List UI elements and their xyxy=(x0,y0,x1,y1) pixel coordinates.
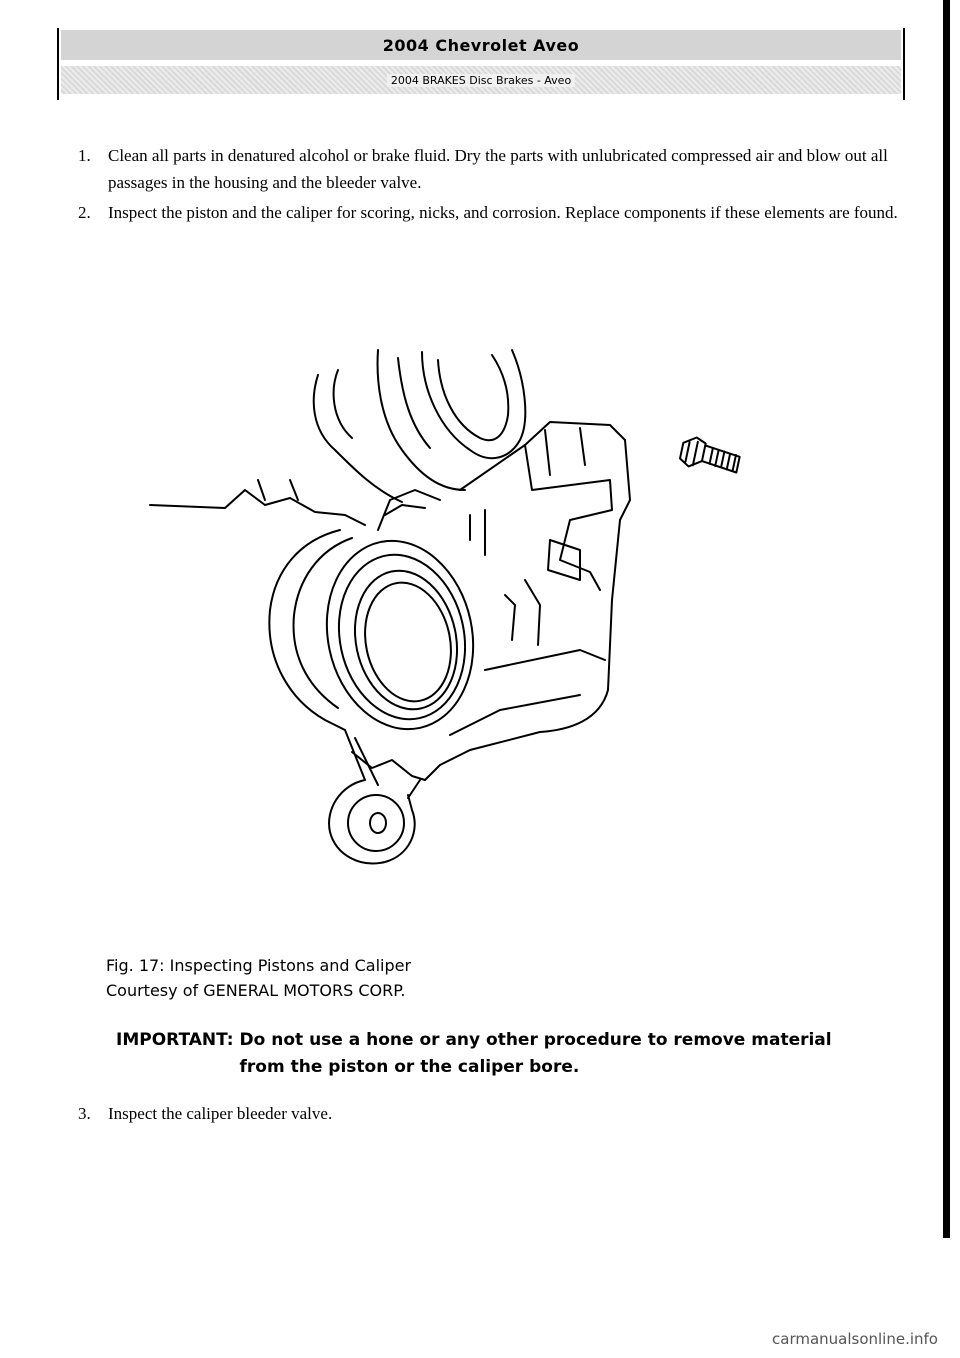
important-label: IMPORTANT: xyxy=(116,1030,240,1050)
document-header xyxy=(61,30,901,94)
step-number: 1. xyxy=(78,146,91,165)
document-subtitle: 2004 BRAKES Disc Brakes - Aveo xyxy=(387,74,575,87)
header-border-right xyxy=(903,28,905,100)
header-border-left xyxy=(57,28,59,100)
figure-caption xyxy=(106,953,411,1003)
procedure-step-2 xyxy=(78,199,908,226)
step-text: Inspect the caliper bleeder valve. xyxy=(108,1104,333,1123)
document-title: 2004 Chevrolet Aveo xyxy=(61,30,901,60)
document-subtitle-bar xyxy=(61,66,901,94)
figure-credit: Courtesy of GENERAL MOTORS CORP. xyxy=(106,981,406,1000)
important-note xyxy=(116,1027,856,1081)
procedure-step-1 xyxy=(78,142,908,196)
procedure-step-3 xyxy=(78,1100,908,1127)
step-text: Clean all parts in denatured alcohol or brake fluid. Dry the parts with unlubricated compressed air and blow out all passages in the housing and the bleeder valve. xyxy=(108,146,888,192)
important-text: Do not use a hone or any other procedure to remove material from the piston or the caliper bore. xyxy=(239,1030,832,1077)
site-watermark: carmanualsonline.info xyxy=(772,1330,938,1348)
figure-title: Fig. 17: Inspecting Pistons and Caliper xyxy=(106,956,412,975)
step-number: 3. xyxy=(78,1104,91,1123)
step-number: 2. xyxy=(78,203,91,222)
caliper-illustration xyxy=(140,340,760,880)
page-edge-rule xyxy=(943,0,950,1238)
step-text: Inspect the piston and the caliper for scoring, nicks, and corrosion. Replace components if these elements are found. xyxy=(108,203,898,222)
